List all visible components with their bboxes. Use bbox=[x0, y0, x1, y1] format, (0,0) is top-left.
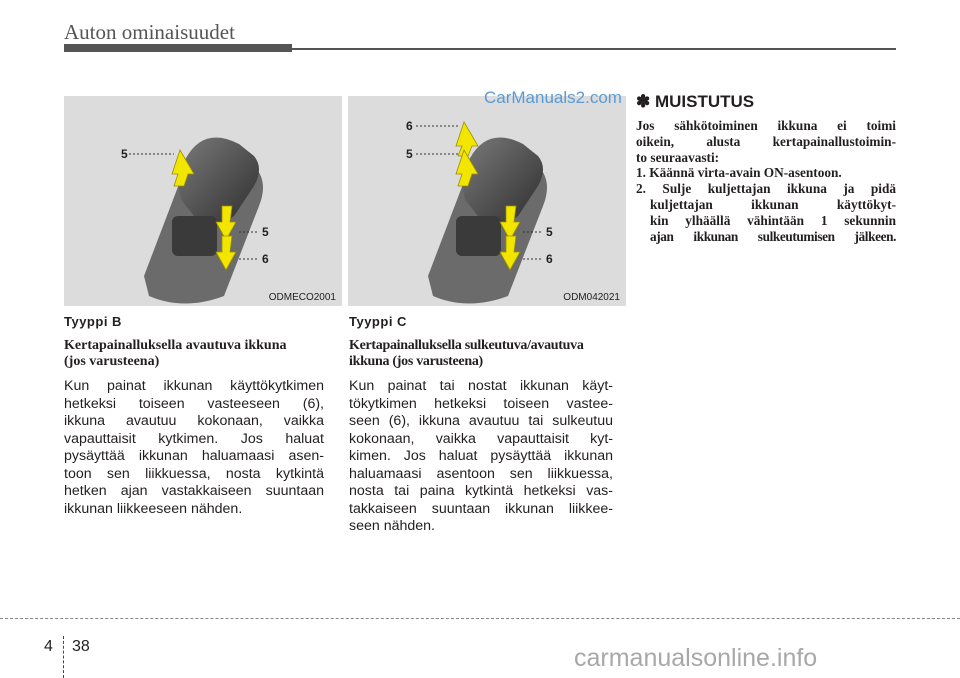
note-line: to seuraavasti: bbox=[636, 149, 720, 165]
body-line: vapauttaisit kytkimen. Jos haluat bbox=[64, 430, 324, 447]
footer-divider bbox=[63, 636, 64, 678]
subtitle-line: (jos varusteena) bbox=[64, 354, 160, 369]
body-line: hetkeksi toiseen vasteeseen (6), bbox=[64, 395, 324, 412]
section-body bbox=[64, 378, 324, 518]
note-title: ✽ MUISTUTUS bbox=[636, 92, 755, 111]
body-line: hetken ajan vastakkaiseen suuntaan bbox=[64, 483, 324, 499]
figure-code: ODMECO2001 bbox=[268, 292, 336, 303]
section-subtitle bbox=[64, 338, 324, 370]
footer-rule bbox=[0, 618, 960, 619]
window-switch-illustration-b bbox=[64, 96, 342, 306]
callout-label: 6 bbox=[546, 252, 553, 266]
body-line: ikkuna avautuu kokonaan, vaikka bbox=[64, 413, 324, 429]
body-line: kimen. Jos haluat pysäyttää ikkunan bbox=[349, 448, 613, 464]
figure-type-b bbox=[64, 96, 342, 306]
subtitle-line: Kertapainalluksella sulkeutuva/avautuva bbox=[349, 338, 584, 353]
note-step: 1. Käännä virta-avain ON-asentoon. bbox=[636, 165, 842, 181]
section-title: Tyyppi B bbox=[64, 314, 122, 329]
window-switch-illustration-c bbox=[348, 96, 626, 306]
body-line: toon sen liikkuessa, nosta kytkintä bbox=[64, 465, 324, 482]
body-line: ikkunan liikkeeseen nähden. bbox=[64, 500, 243, 517]
body-line: kokonaan, vaikka vapauttaisit kyt- bbox=[349, 430, 613, 447]
section-title: Tyyppi C bbox=[349, 314, 407, 329]
callout-label: 5 bbox=[406, 147, 413, 161]
body-line: pysäyttää ikkunan haluamaasi asen- bbox=[64, 448, 324, 464]
callout-label: 5 bbox=[262, 225, 269, 239]
figure-type-c bbox=[348, 96, 626, 306]
section-type-b bbox=[64, 314, 324, 518]
note-step-line: kuljettajan ikkunan käyttökyt- bbox=[650, 196, 896, 212]
header-title: Auton ominaisuudet bbox=[64, 20, 235, 44]
footer-watermark: carmanualsonline.info bbox=[574, 644, 818, 672]
body-line: tökytkimen hetkeksi toiseen vastee- bbox=[349, 395, 613, 412]
header-bar bbox=[64, 44, 292, 52]
figure-code: ODM042021 bbox=[563, 292, 620, 303]
watermark: CarManuals2.com bbox=[484, 88, 622, 107]
section-number: 4 bbox=[44, 638, 53, 655]
body-line: Kun painat tai nostat ikkunan käyt- bbox=[349, 378, 613, 394]
body-line: seen nähden. bbox=[349, 518, 435, 534]
body-line: haluamaasi asentoon sen liikkuessa, bbox=[349, 465, 613, 482]
note-body bbox=[636, 118, 896, 244]
page-number: 38 bbox=[72, 638, 90, 655]
callout-label: 5 bbox=[121, 147, 128, 161]
note-step-line: ajan ikkunan sulkeutumisen jälkeen. bbox=[650, 228, 896, 244]
callout-label: 6 bbox=[406, 119, 413, 133]
note-step: 2. Sulje kuljettajan ikkuna ja pidä bbox=[636, 181, 896, 197]
section-type-c bbox=[349, 314, 619, 536]
body-line: nosta tai paina kytkintä hetkeksi vas- bbox=[349, 483, 613, 499]
subtitle-line: Kertapainalluksella avautuva ikkuna bbox=[64, 338, 287, 353]
section-body bbox=[349, 378, 613, 536]
body-line: takkaiseen suuntaan ikkunan liikkee- bbox=[349, 500, 613, 517]
callout-label: 6 bbox=[262, 252, 269, 266]
callout-label: 5 bbox=[546, 225, 553, 239]
body-line: seen (6), ikkuna avautuu tai sulkeutuu bbox=[349, 413, 613, 429]
header-rule bbox=[292, 48, 896, 50]
note-line: Jos sähkötoiminen ikkuna ei toimi bbox=[636, 118, 896, 133]
note-step-line: kin ylhäällä vähintään 1 sekunnin bbox=[650, 212, 896, 228]
body-line: Kun painat ikkunan käyttökytkimen bbox=[64, 378, 324, 394]
subtitle-line: ikkuna (jos varusteena) bbox=[349, 354, 483, 369]
section-subtitle bbox=[349, 338, 619, 370]
note-line: oikein, alusta kertapainallustoimin- bbox=[636, 133, 896, 149]
